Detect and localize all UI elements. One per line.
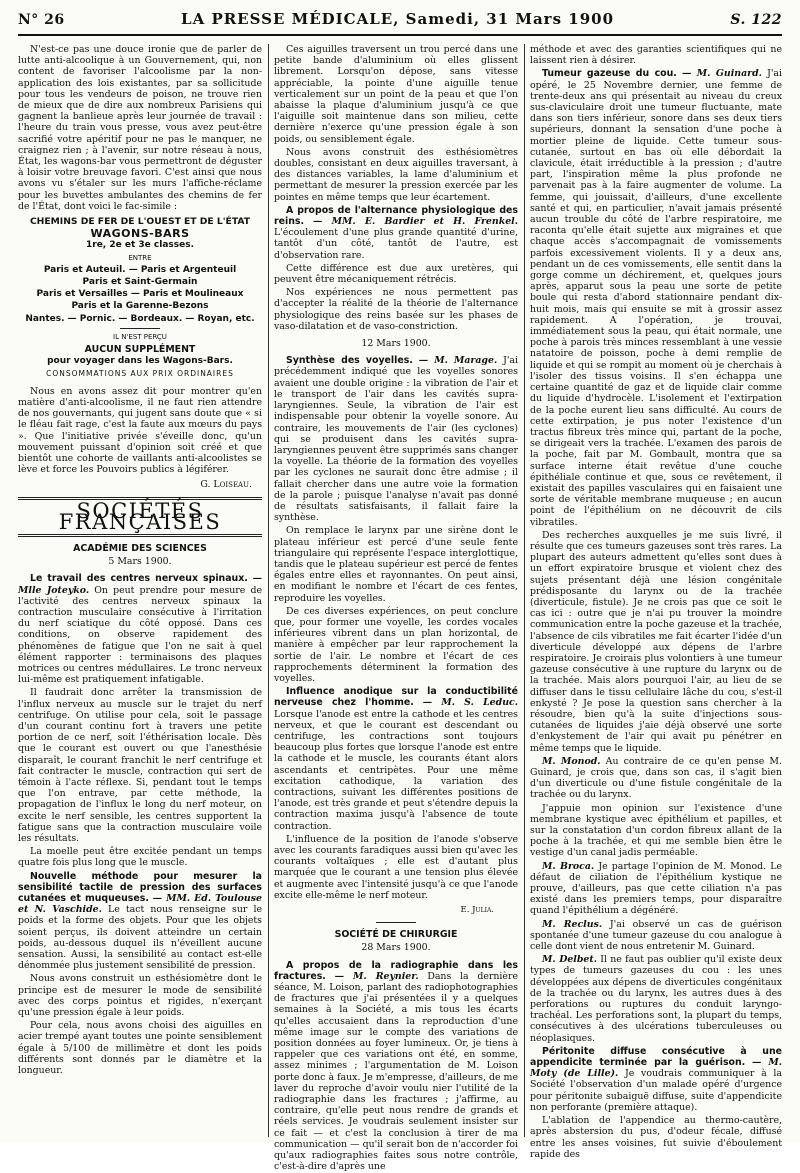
report-title: Le travail des centres nerveux spinaux. (30, 573, 248, 585)
poster-line: ENTRE (128, 253, 152, 262)
section-divider (376, 922, 416, 923)
poster-line: Nantes. — Pornic. — Bordeaux. — Royan, etc. (25, 313, 255, 324)
report-text: L'écoulement d'une plus grande quantité d'urine, tantôt d'un côté, tantôt de l'autre, est d'observation rare. (274, 227, 518, 261)
report-paragraph (274, 686, 518, 832)
report-paragraph (274, 205, 518, 261)
report-author: — M. Reynier. (334, 970, 419, 982)
report-title: Influence anodique sur la conductibilité nerveuse chez l'homme. (274, 686, 518, 709)
report-title: Synthèse des voyelles. (286, 355, 413, 367)
report-title: A propos de l'alternance physiologique des reins. (274, 204, 518, 228)
report-paragraph: Nous avons construit des esthésiomètres doubles, consistant en deux aiguilles traversant, à des distances variables, la lame d'aluminium et permettant de mesurer la pression exercée par les pointes en même temps que leur écartement. (274, 146, 518, 203)
report-text: On peut prendre pour mesure de l'activité des centres nerveux spinaux la contraction musculaire consécutive à l'irritation du nerf sciatique du côté opposé. Dans ces conditions, on observe rapidement des phénomènes de fatigue que l'on ne sait à quel élément rapporter : terminaisons des plaques motrices ou centres médullaires. Le tronc nerveux lui-même est pratiquement infatigable. (18, 584, 262, 686)
report-paragraph: Nous avons construit un esthésiomètre dont le principe est de mesurer le mode de sensibilité avec des corps pointus et rigides, n'exerçant qu'une pression égale à leur poids. (18, 973, 262, 1019)
poster-line: Paris et la Garenne-Bezons (71, 301, 209, 312)
session-date: 28 Mars 1900. (361, 942, 431, 954)
column-divider (524, 44, 525, 1137)
page-folio: S. 122 (730, 12, 782, 28)
report-paragraph: L'influence de la position de l'anode s'observe avec les courants faradiques aussi bien qu'avec les courants voltaïques ; elle est d'autant plus marquée que le courant a une tension plus élevée et augmente avec l'intensité jusqu'à ce que l'anode excite elle-même le nerf moteur. (274, 833, 518, 901)
column-divider (268, 44, 269, 1137)
article-intro: N'est-ce pas une douce ironie que de parler de lutte anti-alcoolique à un Gouvernement, qui, non content de favoriser l'alcoolisme par la non-application des lois existantes, par sa sollicitude pour tous les vendeurs de poison, ne trouve rien de mieux que de dire aux nombreux Parisiens qui gagnent la banlieue après leur journée de travail : l'heure du train vous presse, vous avez peut-être sacrifié votre apéritif pour ne pas le manquer, ne craignez rien ; à l'avenir, sur notre réseau à nous, État, les wagons-bar vous permettront de déguster à loisir votre breuvage favori. C'est ainsi que nous avons vu s'étaler sur les murs l'affiche-réclame pour les buvettes ambulantes des chemins de fer de l'État, dont voici le fac-simile : (18, 44, 262, 212)
page-header (18, 10, 782, 32)
report-title: Nouvelle méthode pour mesurer la sensibilité tactile de pression des surfaces cutanées et muqueuses. (18, 870, 262, 905)
report-paragraph (530, 954, 782, 1044)
society-name: ACADÉMIE DES SCIENCES (73, 542, 207, 554)
report-author: M. Delbet. (542, 954, 597, 966)
report-paragraph: J'appuie mon opinion sur l'existence d'une membrane kystique avec épithélium et papilles, et sur la constatation d'un cordon fibreux allant de la poche à la trachée, et qui me semble bien être le vestige d'un canal jadis perméable. (530, 802, 782, 859)
report-paragraph (18, 871, 262, 972)
report-paragraph: La moelle peut être excitée pendant un temps quatre fois plus long que le muscle. (18, 846, 262, 869)
poster-line: CONSOMMATIONS AUX PRIX ORDINAIRES (46, 369, 234, 379)
report-text: J'ai précédemment indiqué que les voyelles sonores avaient une double origine : la vibration de l'air et le transport de l'air dans les cavités supra-laryngiennes. Seule, la vibration de l'air est indispensable pour obtenir la voyelle sonore. Au contraire, les mouvements de l'air (les cyclones) qui se produisent dans les cavités supra-laryngiennes peuvent être supprimés sans changer la voyelle. La théorie de la formation des voyelles par les cyclones ne saurait donc être admise ; il fallait chercher dans une autre voie la formation de la parole ; puisque l'analyse n'avait pas donné de résultats satisfaisants, il fallait faire la synthèse. (274, 355, 518, 524)
report-text: Lorsque l'anode est entre la cathode et les centres nerveux, et que le courant est descendant ou centrifuge, les contractions sont toujours beaucoup plus fortes que lorsque l'anode est entre la cathode et le muscle, les courants étant alors ascendants et centripètes. Pour une même excitation cathodique, la variation des contractions, suivant les différentes positions de l'anode, est très grande et peut s'étendre depuis la contraction maxima jusqu'à l'absence de toute contraction. (274, 708, 518, 832)
column-1 (18, 44, 262, 1137)
report-paragraph: Ces aiguilles traversent un trou percé dans une petite bande d'aluminium où elles glissent librement. Lorsqu'on dépose, sans vitesse appréciable, la pointe d'une aiguille tenue verticalement sur un point de la peau et que l'on abaisse la plaque d'aluminium jusqu'à ce que l'aiguille soit maintenue dans son milieu, cette dernière n'exerce qu'une pression égale à son poids, ou sensiblement égale. (274, 44, 518, 145)
session-date: 5 Mars 1900. (108, 556, 172, 568)
report-text: Il ne faut pas oublier qu'il existe deux types de tumeurs gazeuses du cou : les unes développées aux dépens de diverticules congénitaux de la trachée ou du larynx, les autres dues à des perforations ou ruptures du conduit laryngo-trachéal. Les perforations sont, la plupart du temps, consécutives à des ulcérations tuberculeuses ou néoplasiques. (530, 954, 782, 1044)
column-3 (530, 44, 783, 1160)
report-author: — M. S. Leduc. (422, 697, 518, 709)
header-rule (18, 34, 782, 36)
journal-title: LA PRESSE MÉDICALE, Samedi, 31 Mars 1900 (181, 10, 615, 28)
report-paragraph (530, 919, 782, 953)
report-text: Au contraire de ce qu'en pense M. Guinard, je crois que, dans son cas, il s'agit bien d'un diverticule ou d'une fistule congénitale de la trachée ou du larynx. (530, 755, 782, 801)
report-paragraph: Cette différence est due aux uretères, qui peuvent être mécaniquement rétrécis. (274, 262, 518, 286)
report-author: — Mlle Joteyko. (18, 573, 262, 596)
report-author: — M. Guinard. (682, 68, 762, 80)
report-text: Je voudrais communiquer à la Société l'observation d'un malade opéré d'urgence pour péritonite subaiguë diffuse, suite d'appendicite non perforante (première attaque). (530, 1068, 782, 1113)
report-paragraph (530, 68, 782, 527)
report-text: Le tact nous renseigne sur le poids et la forme des objets. Pour que les objets soient perçus, ils doivent atteindre un certain poids, au-dessous duquel ils n'éveillent aucune sensation. Aussi, la sensibilité au contact est-elle dénommée plus justement sensibilité de pression. (18, 904, 262, 972)
author-signature: E. Julia. (460, 905, 494, 916)
report-paragraph: L'ablation de l'appendice au thermo-cautère, après abstersion du pus, d'odeur fécale, diffusé entre les anses voisines, fut suivie d'éboulement rapide des (530, 1115, 782, 1160)
report-author: — MM. Ed. Toulouse et N. Vaschide. (18, 893, 262, 916)
report-paragraph (274, 355, 518, 523)
report-paragraph (530, 1046, 782, 1113)
report-paragraph (530, 861, 782, 917)
poster-line: 1re, 2e et 3e classes. (86, 240, 194, 251)
poster-line: pour voyager dans les Wagons-Bars. (47, 356, 233, 367)
report-paragraph: Nos expériences ne nous permettent pas d'accepter la réalité de la théorie de l'alternance physiologique des reins basée sur les phases de vaso-dilatation et de vaso-constriction. (274, 287, 518, 332)
report-author: — M. Marage. (418, 355, 498, 367)
report-title: Péritonite diffuse consécutive à une appendicite terminée par la guérison. (530, 1045, 782, 1069)
report-paragraph: Pour cela, nous avons choisi des aiguilles en acier trempé ayant toutes une pointe sensiblement égale à 5/100 de millimètre et dont les poids différents sont donnés par le diamètre et la longueur. (18, 1020, 262, 1077)
report-author: M. Broca. (542, 860, 595, 872)
issue-number: N° 26 (18, 12, 65, 28)
poster-divider (120, 328, 160, 329)
poster-line: AUCUN SUPPLÉMENT (84, 344, 196, 356)
poster-line: IL N'EST PERÇU (113, 332, 167, 341)
report-paragraph: méthode et avec des garanties scientifiques qui ne laissent rien à désirer. (530, 44, 782, 67)
report-author: — MM. E. Bardier et H. Frenkel. (312, 216, 518, 228)
report-author: M. Monod. (542, 755, 601, 767)
poster-line: Paris et Versailles — Paris et Moulineaux (36, 289, 244, 300)
article-conclusion: Nous en avons assez dit pour montrer qu'en matière d'anti-alcoolisme, il ne faut rien attendre de nos gouvernants, qui jugent sans doute que « si le fléau fait rage, c'est la faute aux mœurs du pays ». Que l'initiative privée s'éveille donc, qu'un mouvement puissant d'opinion soit créé et que bientôt une cohorte de vaillants anti-alcoolistes se lève et force les Pouvoirs publics à légiférer. (18, 385, 262, 476)
author-signature: G. Loiseau. (200, 479, 252, 491)
report-text: Dans la dernière séance, M. Loison, parlant des radiophotographies de fractures que j'ai présentées il y a quelques semaines à la Société, a mis tous les écarts qu'elles accusaient dans la reproduction d'une même image sur le compte des variations de position données au foyer lumineux. Or, je tiens à rappeler que ces variations ont été, en somme, assez minimes ; l'argumentation de M. Loison porte donc à faux. Je m'empresse, d'ailleurs, de me laver du reproche d'avoir voulu nier l'utilité de la radiographie dans les fractures ; j'affirme, au contraire, qu'elle peut nous rendre de grands et réels services. Je voudrais seulement insister sur ce fait — et c'est la conclusion à tirer de ma communication — qu'il serait bon de n'accorder foi qu'aux radiographies faites sous notre contrôle, c'est-à-dire d'après une (274, 970, 518, 1173)
report-paragraph: De ces diverses expériences, on peut conclure que, pour former une voyelle, les cordes vocales inférieures vibrent dans un plan horizontal, de manière à empêcher par leur rapprochement la sortie de l'air. Le nombre et l'écart de ces rapprochements déterminent la formation des voyelles. (274, 605, 518, 684)
facsimile-poster (18, 216, 262, 380)
report-author: M. Reclus. (542, 918, 603, 930)
report-paragraph: Des recherches auxquelles je me suis livré, il résulte que ces tumeurs gazeuses sont très rares. La plupart des auteurs admettent qu'elles sont dues à un effort expiratoire brusque et violent chez des sujets présentant déjà une lésion congénitale prédisposante du larynx ou de la trachée (diverticule, fistule). Je ne crois pas que ce soit le cas ici : outre que je n'ai pu trouver la moindre communication entre la poche gazeuse et la trachée, l'absence de cils vibratiles me fait écarter l'idée d'un diverticule développé aux dépens de l'arbre respiratoire. Je croirais plus volontiers à une tumeur gazeuse consécutive à une rupture du larynx ou de la trachée. Mais alors pourquoi l'air, au lieu de se diffuser dans le tissu cellulaire lâche du cou, s'est-il enkysté ? Je pose la question sans chercher à la résoudre, bien qu'à la suite d'injections sous-cutanées de liquides j'aie déjà observé une sorte d'enkystement de l'air qui avait pu pénétrer en même temps que le liquide. (530, 529, 782, 754)
poster-line: CHEMINS DE FER DE L'OUEST ET DE L'ÉTAT (29, 216, 251, 228)
report-title: A propos de la radiographie dans les fractures. (274, 959, 518, 982)
report-text: Je partage l'opinion de M. Monod. Le défaut de ciliation de l'épithélium kystique ne prouve, d'ailleurs, pas que cette ciliation n'a pas existé dans les premiers temps, pour disparaître quand l'épithélium a dégénéré. (530, 860, 782, 917)
poster-line: Paris et Saint-Germain (82, 277, 198, 288)
report-paragraph: On remplace le larynx par une sirène dont le plateau inférieur est percé d'une seule fente triangulaire qui représente l'espace interglottique, tandis que le plateau supérieur est percé de fentes égales entre elles et rayonnantes. On peut ainsi, en modifiant le nombre et l'écart de ces fentes, reproduire les voyelles. (274, 525, 518, 604)
session-date: 12 Mars 1900. (361, 338, 431, 350)
report-paragraph (530, 756, 782, 801)
poster-line: WAGONS-BARS (90, 227, 190, 241)
report-title: Tumeur gazeuse du cou. (542, 68, 677, 80)
society-name: SOCIÉTÉ DE CHIRURGIE (334, 929, 458, 941)
report-paragraph: Il faudrait donc arrêter la transmission de l'influx nerveux au muscle sur le trajet du nerf centrifuge. On utilise pour cela, soit le passage d'un courant continu fort à travers une petite portion de ce nerf, soit l'éthérisation locale. Dès que le courant est ouvert ou que l'anesthésie disparaît, le courant franchit le nerf centrifuge et fait contracter le muscle, contraction qui sert de témoin à l'acte réflexe. Si, pendant tout le temps que l'on entrave, par cette méthode, la propagation de l'influx le long du nerf moteur, on excite le nerf sensible, les centres supportent la fatigue sans que la contraction musculaire voile les résultats. (18, 687, 262, 844)
column-2 (274, 44, 518, 1173)
report-text: J'ai opéré, le 25 Novembre dernier, une femme de trente-deux ans qui présentait au niveau du creux sus-claviculaire droit une tumeur fluctuante, mate dans son tiers inférieur, sonore dans ses deux tiers supérieurs, donnant la sensation d'une poche à mortier pleine de liquide. Cette tumeur sous-cutanée, surtout en bas où elle débordait la clavicule, était irréductible à la pression ; d'autre part, l'inspiration même la plus profonde ne parvenait pas à la faire augmenter de volume. La femme, qui jouissait, d'ailleurs, d'une excellente santé et qui, en particulier, n'avait jamais présenté aucun trouble du côté de l'arbre respiratoire, me raconta qu'elle était sujette aux migraines et que chaque accès s'accompagnait de vomissements parfois excessivement violents. Il y a deux ans, pendant un de ces vomissements, elle sentit dans la gorge comme un déchirement, et, quelques jours après, apparut sous la peau une sorte de petite boule qui resta d'abord stationnaire pendant dix-huit mois, mais qui ensuite se mit à grossir assez rapidement. A l'opération, je trouvai, immédiatement sous la peau, qui était normale, une poche à parois très minces ressemblant à une vessie natatoire de poisson, poche à demi remplie de liquide et qui se rompit au moment où je cherchais à l'isoler des tissus voisins. Il s'en échappa une certaine quantité de gaz et de liquide clair comme du liquide d'hydrocèle. L'isolement et l'extirpation de la poche eurent lieu sans difficulté. Au cours de cette extirpation, je pus noter l'existence d'un tractus fibreux très mince qui, partant de la poche, se dirigeait vers la trachée. L'examen des parois de la poche, fait par M. Gombault, montra que sa surface interne était revêtue d'une couche épithéliale continue et que, sous ce revêtement, il existait des papilles vasculaires qui en faisaient une sorte de véritable membrane muqueuse ; en aucun point de l'épithélium on ne découvrit de cils vibratiles. (530, 68, 783, 528)
report-paragraph (18, 573, 262, 685)
poster-line: Paris et Auteuil. — Paris et Argenteuil (43, 264, 237, 275)
report-paragraph (274, 960, 518, 1173)
report-text: J'ai observé un cas de guérison spontanée d'une tumeur gazeuse du cou analogue à celle dont vient de nous entretenir M. Guinard. (530, 918, 782, 953)
report-author: — M. Moty (de Lille). (530, 1057, 782, 1080)
section-title: SOCIÉTÉS FRANÇAISES (18, 497, 262, 537)
